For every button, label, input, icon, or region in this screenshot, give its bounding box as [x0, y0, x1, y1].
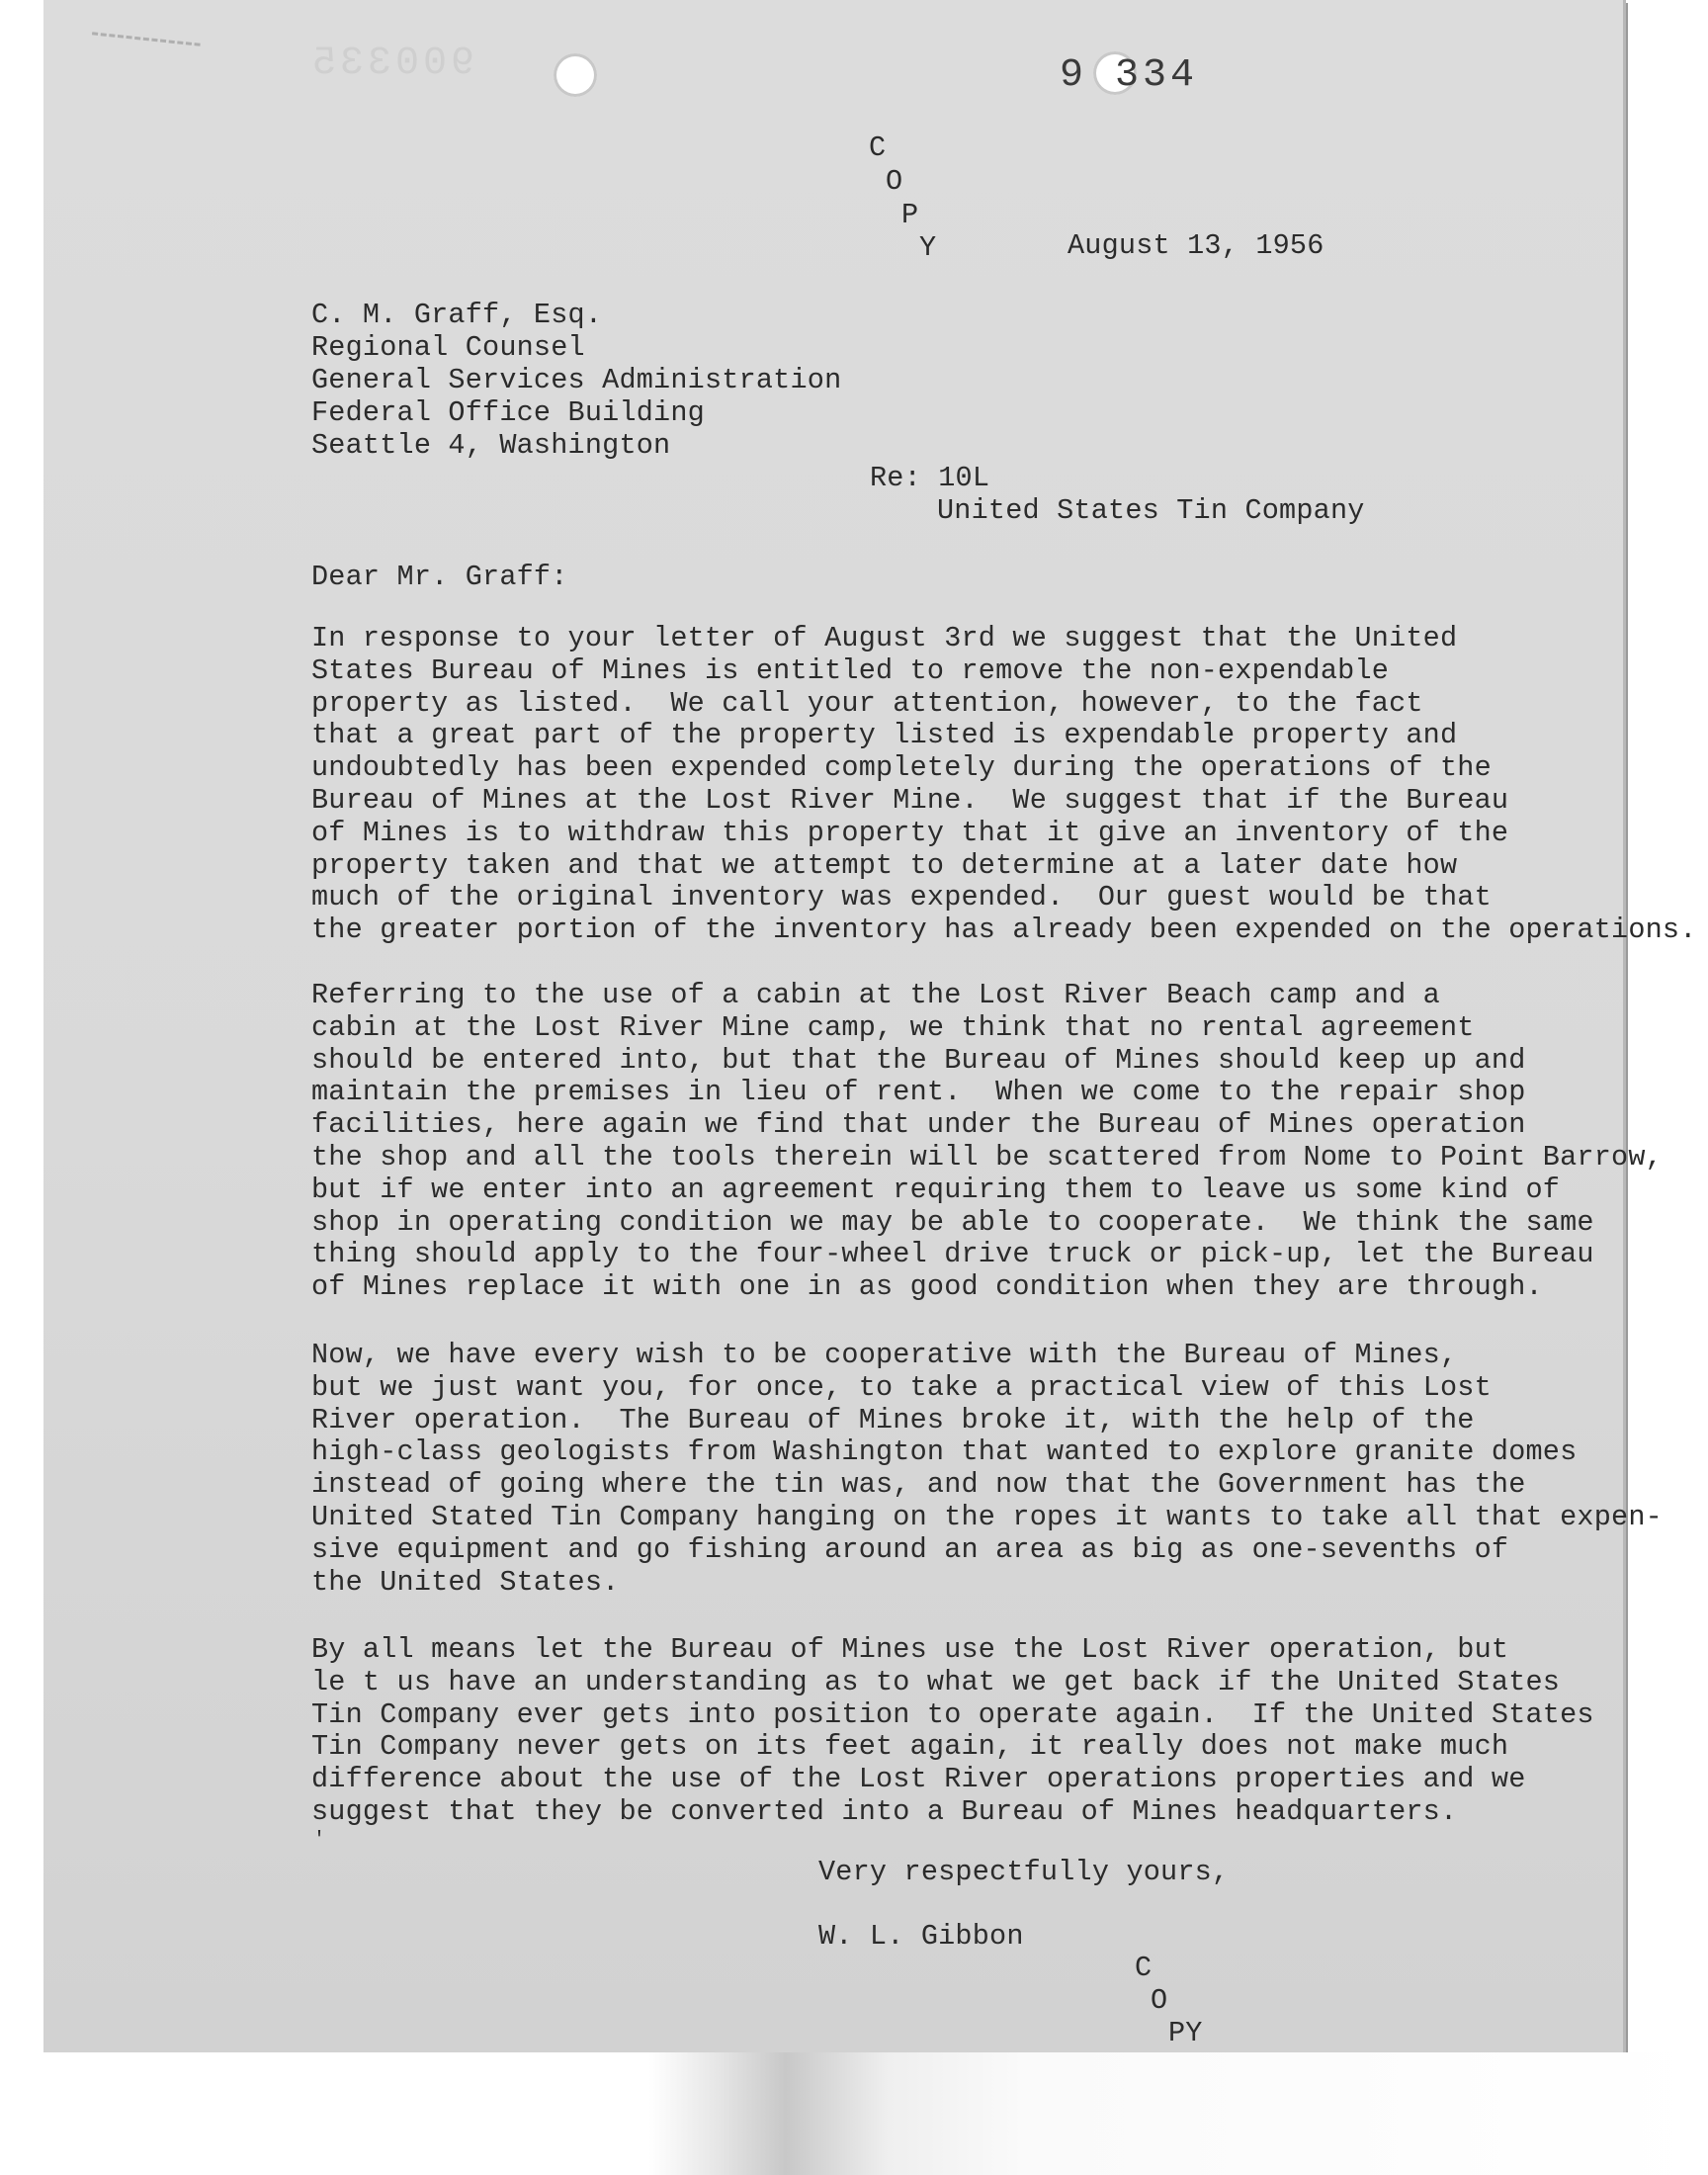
body-line: the greater portion of the inventory has already been expended on the operations. — [311, 914, 1697, 947]
body-line: Tin Company never gets on its feet again, it really does not make much — [311, 1730, 1509, 1764]
reference-subject: United States Tin Company — [937, 494, 1365, 527]
body-line: United Stated Tin Company hanging on the ropes it wants to take all that expen- — [311, 1500, 1663, 1533]
body-line: property as listed. We call your attention, however, to the fact — [311, 686, 1423, 720]
addressee-building: Federal Office Building — [311, 396, 705, 429]
body-line: but we just want you, for once, to take a practical view of this Lost — [311, 1370, 1492, 1404]
body-line: the United States. — [311, 1565, 620, 1599]
body-line: By all means let the Bureau of Mines use the Lost River operation, but — [311, 1633, 1509, 1666]
body-line: States Bureau of Mines is entitled to remove the non-expendable — [311, 653, 1390, 687]
stray-mark: ' — [313, 1829, 326, 1852]
letter-date: August 13, 1956 — [1068, 229, 1324, 262]
document-number: 9 334 — [1060, 53, 1199, 98]
body-line: facilities, here again we find that under the Bureau of Mines operation — [311, 1108, 1526, 1142]
body-line: of Mines replace it with one in as good condition when they are through. — [311, 1270, 1543, 1304]
paragraph-2 — [311, 979, 1663, 1304]
copy-letter-o: O — [886, 165, 903, 198]
body-line: undoubtedly has been expended completely during the operations of the — [311, 751, 1492, 785]
body-line: should be entered into, but that the Bureau of Mines should keep up and — [311, 1043, 1526, 1077]
footer-copy-c: C — [1135, 1952, 1153, 1984]
body-line: In response to your letter of August 3rd we suggest that the United — [311, 622, 1458, 654]
paragraph-3 — [311, 1339, 1663, 1599]
body-line: suggest that they be converted into a Bureau of Mines headquarters. — [311, 1794, 1458, 1828]
body-line: the shop and all the tools therein will be scattered from Nome to Point Barrow, — [311, 1140, 1663, 1174]
body-line: that a great part of the property listed is expendable property and — [311, 719, 1458, 752]
paragraph-4 — [311, 1634, 1636, 1829]
paragraph-1 — [311, 622, 1697, 947]
body-line: much of the original inventory was expended. Our guest would be that — [311, 881, 1492, 914]
footer-copy-py: PY — [1168, 2017, 1203, 2049]
signature: W. L. Gibbon — [818, 1920, 1024, 1953]
body-line: maintain the premises in lieu of rent. When we come to the repair shop — [311, 1076, 1526, 1109]
body-line: Now, we have every wish to be cooperative with the Bureau of Mines, — [311, 1339, 1458, 1371]
body-line: instead of going where the tin was, and now that the Government has the — [311, 1468, 1526, 1502]
scan-edge — [0, 2052, 1708, 2175]
copy-letter-p: P — [901, 199, 919, 231]
copy-letter-c: C — [869, 131, 887, 164]
addressee-title: Regional Counsel — [311, 331, 585, 364]
body-line: difference about the use of the Lost River operations properties and we — [311, 1763, 1526, 1796]
body-line: River operation. The Bureau of Mines broke it, with the help of the — [311, 1403, 1475, 1436]
body-line: thing should apply to the four-wheel drive truck or pick-up, let the Bureau — [311, 1238, 1594, 1271]
body-line: cabin at the Lost River Mine camp, we think that no rental agreement — [311, 1010, 1475, 1044]
body-line: shop in operating condition we may be able to cooperate. We think the same — [311, 1205, 1594, 1239]
body-line: Referring to the use of a cabin at the Lost River Beach camp and a — [311, 979, 1440, 1011]
reference-label: Re: 10L — [870, 462, 990, 494]
body-line: of Mines is to withdraw this property that it give an inventory of the — [311, 816, 1509, 849]
closing: Very respectfully yours, — [818, 1856, 1230, 1888]
body-line: high-class geologists from Washington that wanted to explore granite domes — [311, 1436, 1578, 1469]
addressee-city: Seattle 4, Washington — [311, 429, 671, 462]
body-line: but if we enter into an agreement requiring them to leave us some kind of — [311, 1173, 1561, 1206]
salutation: Dear Mr. Graff: — [311, 561, 568, 593]
body-line: property taken and that we attempt to determine at a later date how — [311, 848, 1458, 882]
copy-letter-y: Y — [919, 231, 937, 264]
punch-hole-left — [554, 53, 597, 97]
body-line: sive equipment and go fishing around an area as big as one-sevenths of — [311, 1532, 1509, 1566]
bleed-through-number: 900335 — [308, 42, 475, 86]
body-line: Bureau of Mines at the Lost River Mine. We suggest that if the Bureau — [311, 783, 1509, 817]
addressee-agency: General Services Administration — [311, 364, 842, 396]
body-line: Tin Company ever gets into position to operate again. If the United States — [311, 1697, 1594, 1731]
addressee-name: C. M. Graff, Esq. — [311, 299, 603, 331]
footer-copy-o: O — [1151, 1984, 1168, 2017]
body-line: le t us have an understanding as to what we get back if the United States — [311, 1665, 1561, 1698]
